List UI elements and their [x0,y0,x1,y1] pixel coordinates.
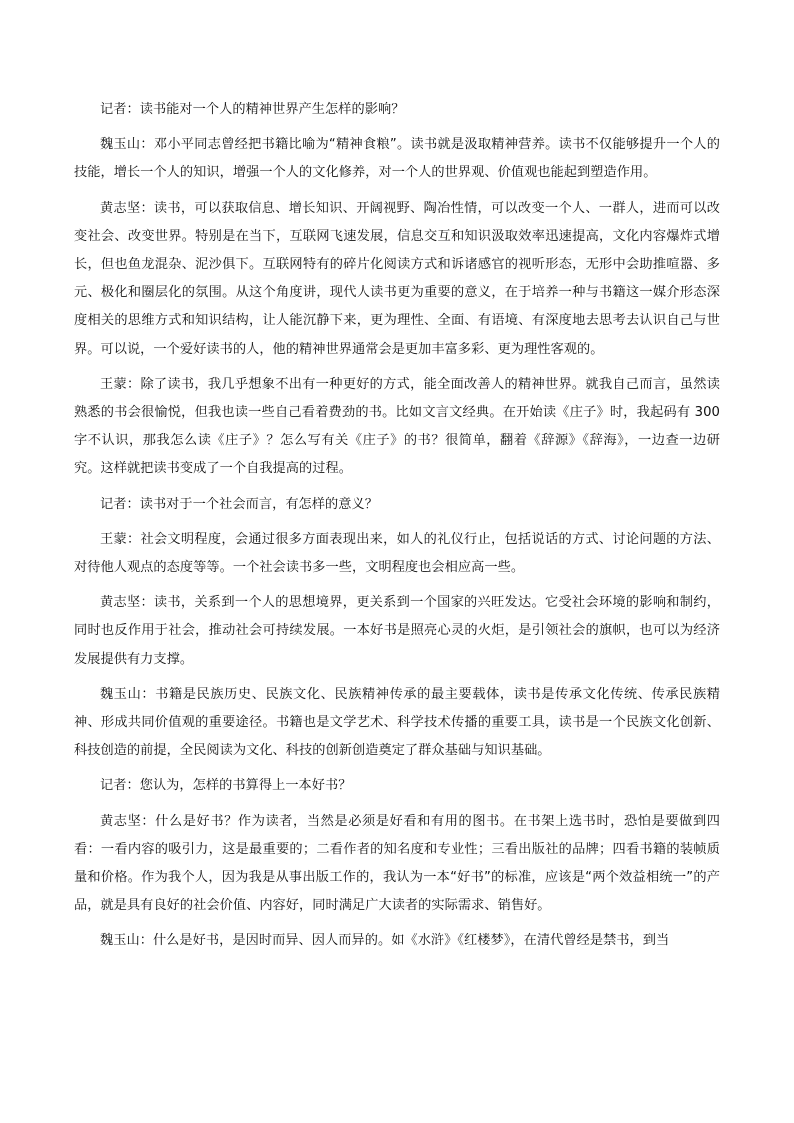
paragraph-question-3: 记者：您认为，怎样的书算得上一本好书？ [100,778,352,794]
paragraph-answer-huang-2: 黄志坚：读书，关系到一个人的思想境界，更关系到一个国家的兴旺发达。它受社会环境的影响和制约，同时也反作用于社会，推动社会可持续发展。一本好书是照亮心灵的火炬，是引领社会的旗帜，也可以为经济发展提供有力支撑。 [74,595,720,667]
paragraph-question-2: 记者：读书对于一个社会而言，有怎样的意义？ [100,496,378,512]
paragraph-answer-wang-1: 王蒙：除了读书，我几乎想象不出有一种更好的方式，能全面改善人的精神世界。就我自己而言，虽然读熟悉的书会很愉悦，但我也读一些自己看着费劲的书。比如文言文经典。在开始读《庄子》时，我起码有 300 字不认识，那我怎么读《庄子》？怎么写有关《庄子》的书？很简单，翻着《辞源》《辞海》，一边查一边研究。这样就把读书变成了一个自我提高的过程。 [74,376,720,477]
paragraph-answer-wei-1: 魏玉山：邓小平同志曾经把书籍比喻为“精神食粮”。读书就是汲取精神营养。读书不仅能够提升一个人的技能，增长一个人的知识，增强一个人的文化修养，对一个人的世界观、价值观也能起到塑造作用。 [74,137,720,181]
paragraph-answer-huang-3: 黄志坚：什么是好书？作为读者，当然是必须是好看和有用的图书。在书架上选书时，恐怕是要做到四看：一看内容的吸引力，这是最重要的；二看作者的知名度和专业性；三看出版社的品牌；四看书籍的装帧质量和价格。作为我个人，因为我是从事出版工作的，我认为一本“好书”的标准，应该是“两个效益相统一”的产品，就是具有良好的社会价值、内容好，同时满足广大读者的实际需求、销售好。 [74,813,720,914]
article-body [74,96,720,963]
paragraph-answer-wang-2: 王蒙：社会文明程度，会通过很多方面表现出来，如人的礼仪行止，包括说话的方式、讨论问题的方法、对待他人观点的态度等等。一个社会读书多一些，文明程度也会相应高一些。 [74,531,720,576]
paragraph-answer-wei-2: 魏玉山：书籍是民族历史、民族文化、民族精神传承的最主要载体，读书是传承文化传统、传承民族精神、形成共同价值观的重要途径。书籍也是文学艺术、科学技术传播的重要工具，读书是一个民族文化创新、科技创造的前提，全民阅读为文化、科技的创新创造奠定了群众基础与知识基础。 [74,686,720,759]
paragraph-question-1: 记者：读书能对一个人的精神世界产生怎样的影响？ [100,102,405,117]
paragraph-answer-huang-1: 黄志坚：读书，可以获取信息、增长知识、开阔视野、陶冶性情，可以改变一个人、一群人，进而可以改变社会、改变世界。特别是在当下，互联网飞速发展，信息交互和知识汲取效率迅速提高，文化内容爆炸式增长，但也鱼龙混杂、泥沙俱下。互联网特有的碎片化阅读方式和诉诸感官的视听形态，无形中会助推喧嚣、多元、极化和圈层化的氛围。从这个角度讲，现代人读书更为重要的意义，在于培养一种与书籍这一媒介形态深度相关的思维方式和知识结构，让人能沉静下来，更为理性、全面、有语境、有深度地去思考去认识自己与世界。可以说，一个爱好读书的人，他的精神世界通常会是更加丰富多彩、更为理性客观的。 [74,200,720,357]
paragraph-answer-wei-3: 魏玉山：什么是好书，是因时而异、因人而异的。如《水浒》《红楼梦》，在清代曾经是禁书，到当 [100,933,670,949]
